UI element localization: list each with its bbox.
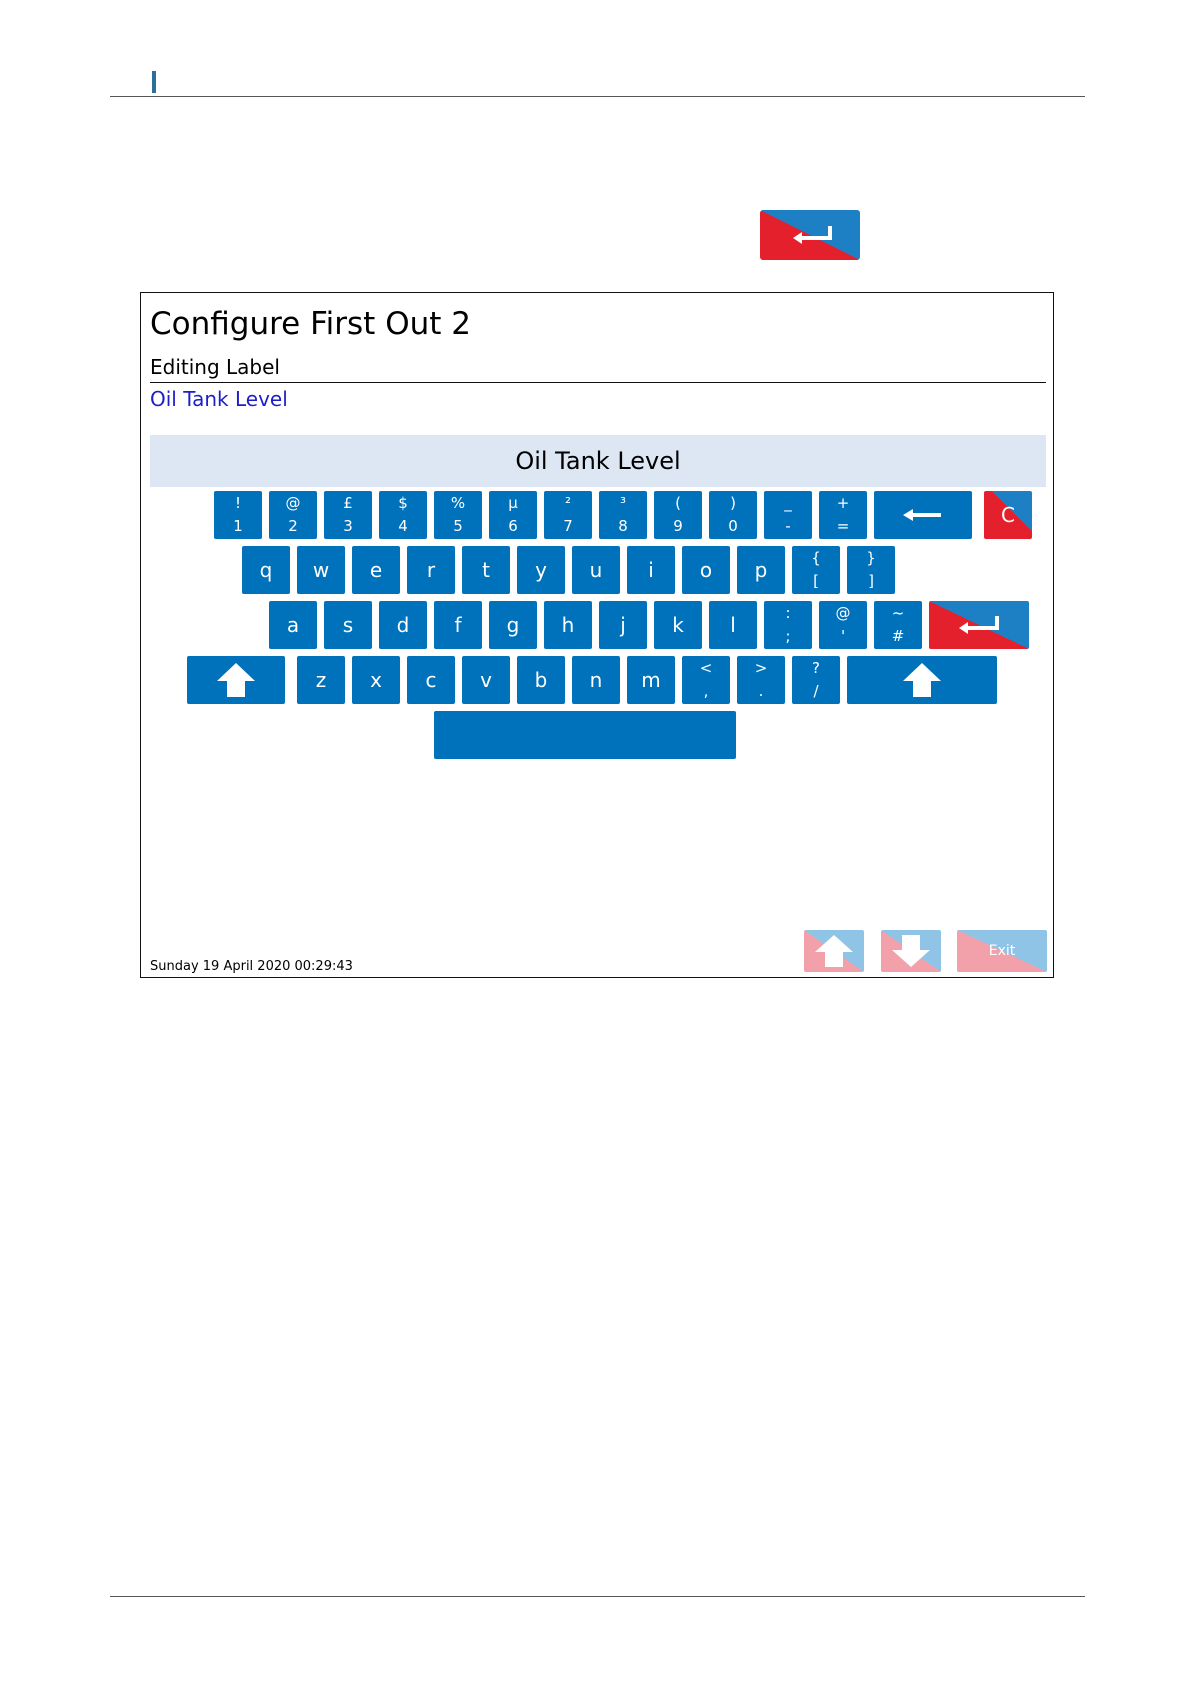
key-i[interactable]: i [627,546,675,594]
key-o[interactable]: o [682,546,730,594]
enter-key-sample [760,210,860,260]
key-period[interactable]: > . [737,656,785,704]
key-7[interactable]: ² 7 [544,491,592,539]
key-0[interactable]: ) 0 [709,491,757,539]
current-label-value: Oil Tank Level [150,387,288,411]
key-hash[interactable]: ~ # [874,601,922,649]
key-g[interactable]: g [489,601,537,649]
exit-button[interactable]: Exit [957,930,1047,972]
space-bar[interactable] [434,711,736,759]
key-d[interactable]: d [379,601,427,649]
scroll-up-button[interactable] [804,930,864,972]
page-title: Configure First Out 2 [150,306,471,342]
header-marker [152,71,156,93]
key-open-bracket[interactable]: { [ [792,546,840,594]
subtitle-divider [150,382,1046,383]
key-j[interactable]: j [599,601,647,649]
key-c[interactable]: c [407,656,455,704]
label-edit-field[interactable]: Oil Tank Level [150,435,1046,487]
key-8[interactable]: ³ 8 [599,491,647,539]
key-x[interactable]: x [352,656,400,704]
key-apostrophe[interactable]: @ ' [819,601,867,649]
key-e[interactable]: e [352,546,400,594]
key-comma[interactable]: < , [682,656,730,704]
down-arrow-icon [891,934,931,968]
key-p[interactable]: p [737,546,785,594]
key-semicolon[interactable]: : ; [764,601,812,649]
key-close-bracket[interactable]: } ] [847,546,895,594]
key-slash[interactable]: ? / [792,656,840,704]
editing-subtitle: Editing Label [150,355,280,379]
shift-right-button[interactable] [847,656,997,704]
enter-button[interactable] [929,601,1029,649]
enter-icon [957,614,1001,636]
shift-arrow-icon [902,662,942,698]
key-9[interactable]: ( 9 [654,491,702,539]
key-u[interactable]: u [572,546,620,594]
footer-rule [110,1596,1085,1597]
key-equals[interactable]: + = [819,491,867,539]
key-s[interactable]: s [324,601,372,649]
key-b[interactable]: b [517,656,565,704]
header-rule [110,96,1085,97]
key-l[interactable]: l [709,601,757,649]
key-m[interactable]: m [627,656,675,704]
key-t[interactable]: t [462,546,510,594]
date-time-display: Sunday 19 April 2020 00:29:43 [150,959,353,974]
key-f[interactable]: f [434,601,482,649]
key-a[interactable]: a [269,601,317,649]
backspace-arrow-icon [903,508,943,522]
up-arrow-icon [814,934,854,968]
scroll-down-button[interactable] [881,930,941,972]
key-h[interactable]: h [544,601,592,649]
shift-left-button[interactable] [187,656,285,704]
enter-icon [760,210,860,260]
key-v[interactable]: v [462,656,510,704]
key-minus[interactable]: _ - [764,491,812,539]
key-n[interactable]: n [572,656,620,704]
clear-button[interactable]: C [984,491,1032,539]
key-3[interactable]: £ 3 [324,491,372,539]
key-z[interactable]: z [297,656,345,704]
key-5[interactable]: % 5 [434,491,482,539]
key-6[interactable]: µ 6 [489,491,537,539]
key-k[interactable]: k [654,601,702,649]
backspace-button[interactable] [874,491,972,539]
key-w[interactable]: w [297,546,345,594]
key-4[interactable]: $ 4 [379,491,427,539]
device-screen [140,292,1054,978]
key-2[interactable]: @ 2 [269,491,317,539]
key-q[interactable]: q [242,546,290,594]
key-1[interactable]: ! 1 [214,491,262,539]
key-r[interactable]: r [407,546,455,594]
shift-arrow-icon [216,662,256,698]
key-y[interactable]: y [517,546,565,594]
